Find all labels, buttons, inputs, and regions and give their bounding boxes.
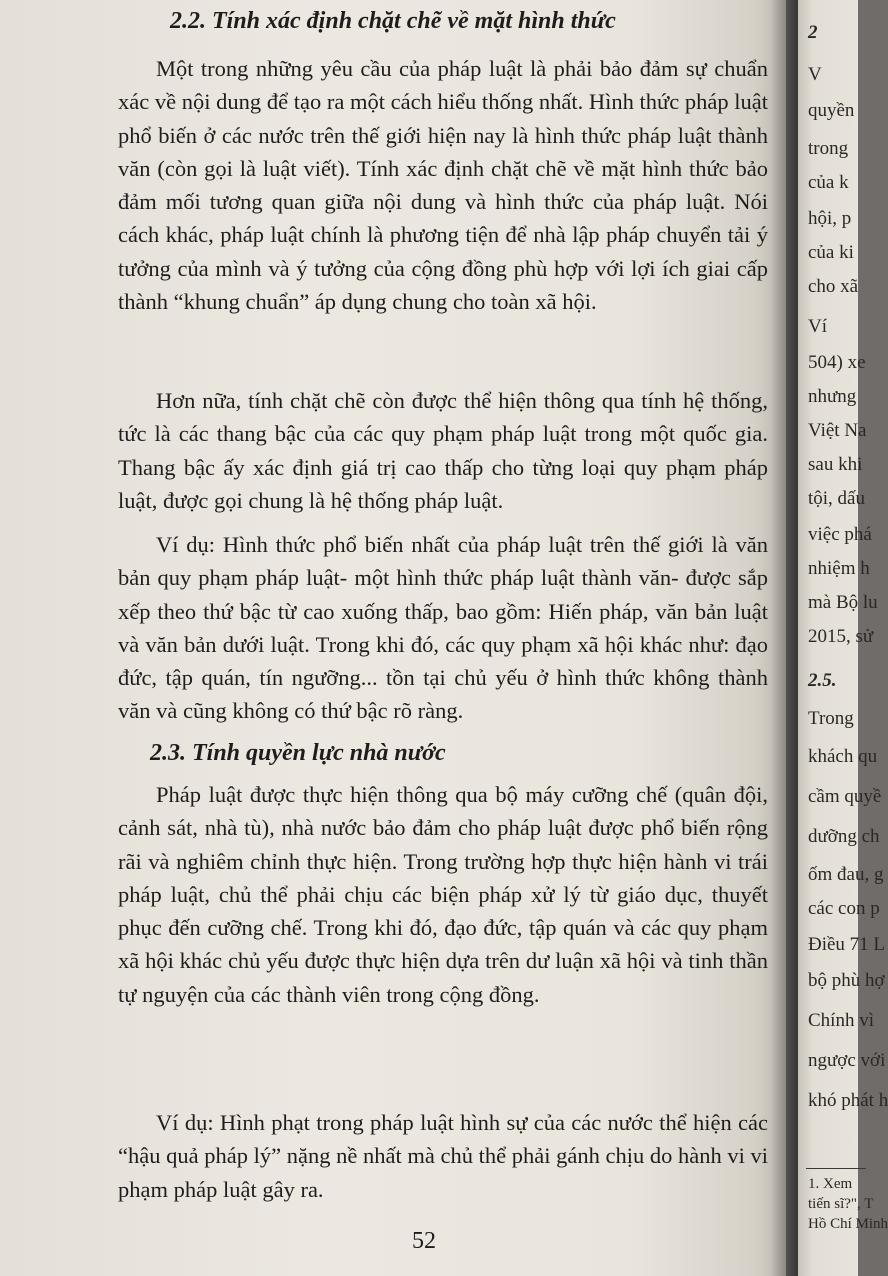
right-page-line: ốm đau, g: [808, 864, 884, 885]
right-page-line: cầm quyề: [808, 786, 882, 807]
book-gutter-shadow: [770, 0, 800, 1276]
right-page-line: mà Bộ lu: [808, 592, 878, 613]
right-page-line: 504) xe: [808, 352, 866, 373]
right-page-line: V: [808, 64, 822, 85]
section-heading-2-2: 2.2. Tính xác định chặt chẽ về mặt hình thức: [170, 8, 616, 34]
right-page-line: ngược với: [808, 1050, 886, 1071]
right-page-line: khách qu: [808, 746, 878, 767]
right-page-line: trong: [808, 138, 849, 159]
right-page-line: cho xã: [808, 276, 859, 297]
footnote-line: tiến sĩ?", T: [808, 1196, 874, 1212]
footnote-line: 1. Xem: [808, 1176, 853, 1192]
right-page-line: của ki: [808, 242, 854, 263]
right-page-line: nhưng: [808, 386, 857, 407]
right-page-line: Ví: [808, 316, 827, 337]
right-page-line: Chính vì: [808, 1010, 874, 1031]
footnote-line: Hồ Chí Minh: [808, 1216, 888, 1232]
footnote-divider: [806, 1168, 866, 1169]
page-number: 52: [412, 1228, 436, 1254]
right-page-line: 2: [808, 22, 818, 43]
section-heading-2-3: 2.3. Tính quyền lực nhà nước: [150, 740, 446, 766]
right-page-line: 2.5.: [808, 670, 837, 691]
right-page-line: Trong: [808, 708, 854, 729]
paragraph-2-2-2: Hơn nữa, tính chặt chẽ còn được thể hiện thông qua tính hệ thống, tức là các thang bậc của các quy phạm pháp luật trong một quốc gia. Thang bậc ấy xác định giá trị cao thấp cho từng loại quy phạm pháp luật, được gọi chung là hệ thống pháp luật.: [118, 388, 768, 513]
right-page-line: các con p: [808, 898, 880, 919]
right-page-line: của k: [808, 172, 849, 193]
right-page-line: Việt Na: [808, 420, 867, 441]
right-page-line: hội, p: [808, 208, 852, 229]
paragraph-2-3-2: Ví dụ: Hình phạt trong pháp luật hình sự của các nước thể hiện các “hậu quả pháp lý” nặng nề nhất mà chủ thể phải gánh chịu do hành vi vi phạm pháp luật gây ra.: [118, 1110, 768, 1202]
right-page-line: quyền: [808, 100, 855, 121]
right-page-line: dưỡng ch: [808, 826, 880, 847]
paragraph-2-2-3: Ví dụ: Hình thức phổ biến nhất của pháp luật trên thế giới là văn bản quy phạm pháp luật- một hình thức pháp luật thành văn- được sắp xếp theo thứ bậc từ cao xuống thấp, bao gồm: Hiến pháp, văn bản luật và văn bản dưới luật. Trong khi đó, các quy phạm xã hội khác như: đạo đức, tập quán, tín ngưỡng... tồn tại chủ yếu ở hình thức không thành văn và cũng không có thứ bậc rõ ràng.: [118, 532, 768, 724]
right-page-line: việc phá: [808, 524, 872, 545]
right-page-line: Điều 71 L: [808, 934, 886, 955]
paragraph-2-2-1: Một trong những yêu cầu của pháp luật là phải bảo đảm sự chuẩn xác về nội dung để tạo ra một cách hiểu thống nhất. Hình thức pháp luật phổ biến ở các nước trên thế giới hiện nay là hình thức pháp luật thành văn (còn gọi là luật viết). Tính xác định chặt chẽ về mặt hình thức bảo đảm mối tương quan giữa nội dung và hình thức của pháp luật. Nói cách khác, pháp luật chính là phương tiện để nhà lập pháp chuyển tải ý tưởng của mình và ý tưởng của cộng đồng phù hợp với lợi ích giai cấp thành “khung chuẩn” áp dụng chung cho toàn xã hội.: [118, 56, 768, 315]
right-page-line: sau khi: [808, 454, 863, 475]
right-page-line: 2015, sử: [808, 626, 874, 647]
paragraph-2-3-1: Pháp luật được thực hiện thông qua bộ máy cưỡng chế (quân đội, cảnh sát, nhà tù), nhà nước bảo đảm cho pháp luật được phổ biến rộng rãi và nghiêm chỉnh thực hiện. Trong trường hợp thực hiện hành vi trái pháp luật, chủ thể phải chịu các biện pháp xử lý từ giáo dục, thuyết phục đến cưỡng chế. Trong khi đó, đạo đức, tập quán và các quy phạm xã hội khác chủ yếu được thực hiện dựa trên dư luận xã hội và tinh thần tự nguyện của các thành viên trong cộng đồng.: [118, 782, 768, 1007]
right-book-page-edge: [798, 0, 888, 1276]
right-page-line: tội, dấu: [808, 488, 865, 509]
right-page-line: bộ phù hợ: [808, 970, 885, 991]
right-page-line: khó phát h: [808, 1090, 888, 1111]
right-page-line: nhiệm h: [808, 558, 870, 579]
